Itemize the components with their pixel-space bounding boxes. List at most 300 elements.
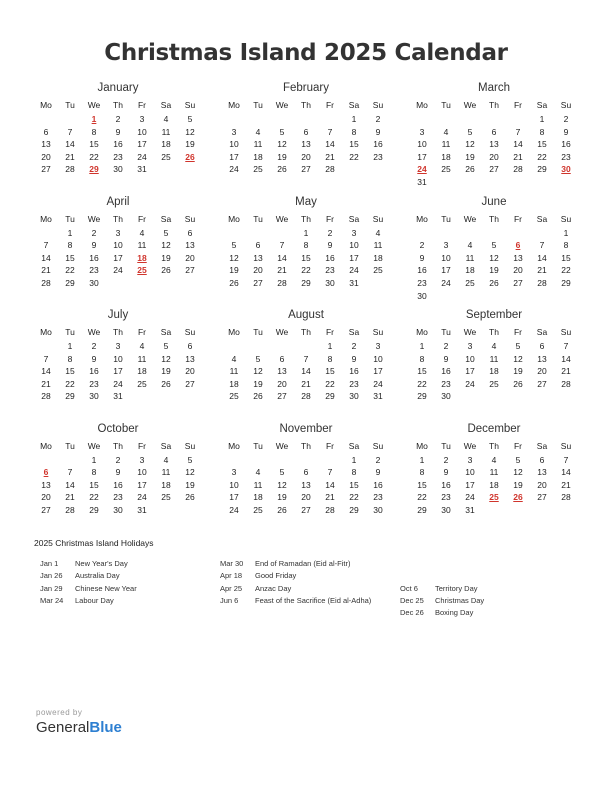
weekday-header: Mo — [40, 100, 52, 110]
holiday-day-cell: 6 — [43, 467, 49, 478]
weekday-header: Mo — [416, 100, 428, 110]
day-cell: 10 — [465, 353, 475, 364]
weekday-header: Su — [560, 440, 572, 451]
day-cell: 15 — [89, 479, 99, 490]
holiday-date: Apr 25 — [220, 583, 243, 593]
month-name: August — [288, 309, 324, 321]
day-cell: 6 — [539, 454, 545, 465]
holiday-date: Jan 29 — [40, 583, 63, 593]
day-cell: 21 — [561, 479, 571, 490]
weekday-header: Sa — [160, 213, 172, 224]
weekday-header: We — [275, 440, 289, 451]
day-cell: 19 — [465, 151, 475, 162]
holiday-day-cell: 6 — [515, 240, 521, 251]
holiday-name: Labour Day — [75, 595, 114, 605]
holiday-name: New Year's Day — [75, 559, 128, 568]
day-cell: 18 — [253, 151, 263, 162]
day-cell: 4 — [139, 227, 145, 238]
weekday-header: We — [87, 440, 101, 451]
day-cell: 23 — [441, 378, 451, 389]
weekday-header: Tu — [253, 213, 263, 224]
day-cell: 8 — [91, 467, 97, 478]
brand-name — [36, 719, 122, 736]
day-cell: 25 — [161, 151, 171, 162]
day-cell: 22 — [65, 378, 75, 389]
day-cell: 2 — [563, 114, 569, 124]
weekday-header: Th — [301, 213, 311, 224]
month-name: October — [97, 422, 139, 435]
day-cell: 27 — [253, 277, 263, 288]
day-cell: 2 — [375, 454, 381, 465]
day-cell: 5 — [279, 126, 285, 137]
day-cell: 20 — [277, 378, 287, 389]
day-cell: 14 — [41, 366, 51, 377]
weekday-header: Th — [489, 327, 499, 337]
day-cell: 24 — [373, 378, 383, 389]
day-cell: 16 — [561, 139, 571, 150]
page-title: Christmas Island 2025 Calendar — [104, 40, 508, 66]
weekday-header: Mo — [416, 440, 428, 451]
day-cell: 28 — [561, 378, 571, 389]
day-cell: 9 — [375, 467, 381, 478]
day-cell: 4 — [375, 227, 381, 238]
day-cell: 27 — [41, 164, 51, 175]
weekday-header: Fr — [513, 440, 523, 451]
day-cell: 18 — [137, 366, 147, 377]
day-cell: 19 — [185, 139, 195, 150]
day-cell: 4 — [443, 126, 449, 137]
day-cell: 16 — [89, 252, 99, 263]
day-cell: 14 — [325, 139, 335, 150]
day-cell: 9 — [327, 240, 333, 251]
day-cell: 29 — [561, 277, 571, 288]
day-cell: 10 — [417, 139, 427, 150]
day-cell: 19 — [277, 151, 287, 162]
day-cell: 8 — [327, 353, 333, 364]
holiday-date: Jan 1 — [40, 559, 59, 568]
day-cell: 7 — [539, 240, 545, 251]
weekday-header: Mo — [228, 440, 240, 451]
day-cell: 11 — [161, 126, 171, 137]
day-cell: 3 — [231, 126, 237, 137]
day-cell: 12 — [185, 467, 195, 478]
day-cell: 6 — [43, 126, 49, 137]
weekday-header: Th — [301, 440, 311, 451]
day-cell: 2 — [443, 341, 449, 351]
weekday-header: Fr — [325, 327, 335, 337]
weekday-header: Fr — [137, 440, 147, 451]
day-cell: 19 — [489, 265, 499, 276]
day-cell: 25 — [137, 378, 147, 389]
day-cell: 12 — [161, 353, 171, 364]
day-cell: 17 — [229, 151, 239, 162]
day-cell: 10 — [465, 467, 475, 478]
day-cell: 24 — [229, 504, 239, 515]
day-cell: 8 — [563, 240, 569, 251]
day-cell: 12 — [513, 467, 523, 478]
day-cell: 30 — [441, 391, 451, 402]
day-cell: 3 — [115, 341, 121, 351]
day-cell: 5 — [279, 467, 285, 478]
weekday-header: Tu — [441, 440, 451, 451]
weekday-header: We — [87, 213, 101, 224]
day-cell: 10 — [441, 252, 451, 263]
day-cell: 24 — [441, 277, 451, 288]
day-cell: 15 — [65, 252, 75, 263]
day-cell: 13 — [253, 252, 263, 263]
day-cell: 3 — [139, 454, 145, 465]
day-cell: 11 — [465, 252, 475, 263]
day-cell: 6 — [539, 341, 545, 351]
day-cell: 18 — [229, 378, 239, 389]
day-cell: 5 — [515, 454, 521, 465]
day-cell: 1 — [351, 454, 357, 465]
day-cell: 17 — [137, 479, 147, 490]
day-cell: 19 — [161, 366, 171, 377]
weekday-header: We — [275, 213, 289, 224]
month-name: June — [481, 195, 507, 208]
day-cell: 8 — [67, 353, 73, 364]
weekday-header: Su — [184, 440, 196, 451]
holiday-date: Apr 18 — [220, 571, 243, 581]
holiday-day-cell: 24 — [417, 164, 427, 175]
holiday-name: End of Ramadan (Eid al-Fitr) — [255, 559, 351, 568]
weekday-header: Mo — [416, 213, 428, 224]
day-cell: 26 — [161, 378, 171, 389]
month-name: January — [97, 82, 139, 94]
day-cell: 16 — [373, 139, 383, 150]
weekday-header: Mo — [416, 327, 428, 337]
day-cell: 25 — [489, 378, 499, 389]
day-cell: 23 — [349, 378, 359, 389]
day-cell: 31 — [137, 164, 147, 175]
day-cell: 8 — [67, 240, 73, 251]
weekday-header: Tu — [253, 327, 263, 337]
day-cell: 29 — [537, 164, 547, 175]
month-name: May — [295, 195, 317, 208]
weekday-header: Fr — [137, 213, 147, 224]
day-cell: 17 — [465, 366, 475, 377]
day-cell: 17 — [137, 139, 147, 150]
day-cell: 10 — [113, 240, 123, 251]
day-cell: 3 — [443, 240, 449, 251]
day-cell: 10 — [349, 240, 359, 251]
day-cell: 20 — [185, 252, 195, 263]
weekday-header: Mo — [228, 213, 240, 224]
day-cell: 2 — [419, 240, 425, 251]
holiday-name: Anzac Day — [255, 583, 292, 593]
holiday-day-cell: 18 — [137, 252, 147, 263]
day-cell: 27 — [185, 378, 195, 389]
day-cell: 28 — [325, 164, 335, 175]
weekday-header: Sa — [536, 100, 548, 110]
holiday-name: Chinese New Year — [75, 583, 137, 593]
month-name: November — [279, 422, 333, 435]
holiday-date: Jan 26 — [40, 571, 63, 581]
day-cell: 30 — [89, 277, 99, 288]
day-cell: 1 — [67, 341, 73, 351]
day-cell: 5 — [467, 126, 473, 137]
day-cell: 28 — [561, 492, 571, 503]
day-cell: 25 — [253, 504, 263, 515]
weekday-header: Sa — [160, 100, 172, 110]
holiday-name: Territory Day — [435, 583, 478, 593]
weekday-header: Fr — [137, 327, 147, 337]
day-cell: 6 — [491, 126, 497, 137]
day-cell: 29 — [89, 504, 99, 515]
day-cell: 15 — [537, 139, 547, 150]
day-cell: 28 — [65, 504, 75, 515]
day-cell: 22 — [417, 492, 427, 503]
day-cell: 2 — [443, 454, 449, 465]
weekday-header: Tu — [65, 440, 75, 451]
day-cell: 27 — [301, 504, 311, 515]
day-cell: 31 — [465, 504, 475, 515]
day-cell: 28 — [301, 391, 311, 402]
day-cell: 21 — [325, 492, 335, 503]
day-cell: 27 — [513, 277, 523, 288]
day-cell: 23 — [441, 492, 451, 503]
day-cell: 6 — [187, 227, 193, 238]
weekday-header: Sa — [536, 327, 548, 337]
weekday-header: Su — [372, 440, 384, 451]
day-cell: 18 — [161, 139, 171, 150]
day-cell: 7 — [327, 467, 333, 478]
day-cell: 18 — [489, 366, 499, 377]
day-cell: 10 — [229, 479, 239, 490]
day-cell: 16 — [373, 479, 383, 490]
day-cell: 4 — [491, 454, 497, 465]
month-name: July — [107, 309, 129, 321]
holiday-date: Dec 26 — [400, 608, 424, 618]
day-cell: 10 — [229, 139, 239, 150]
holiday-day-cell: 26 — [185, 151, 195, 162]
day-cell: 3 — [115, 227, 121, 238]
day-cell: 26 — [277, 164, 287, 175]
day-cell: 3 — [419, 126, 425, 137]
holiday-day-cell: 1 — [91, 114, 97, 124]
day-cell: 23 — [373, 492, 383, 503]
day-cell: 23 — [417, 277, 427, 288]
day-cell: 21 — [537, 265, 547, 276]
holiday-date: Dec 25 — [400, 595, 424, 605]
weekday-header: Su — [184, 100, 196, 110]
weekday-header: Fr — [325, 440, 335, 451]
day-cell: 8 — [539, 126, 545, 137]
weekday-header: Fr — [137, 100, 147, 110]
day-cell: 14 — [301, 366, 311, 377]
day-cell: 22 — [89, 492, 99, 503]
day-cell: 10 — [137, 467, 147, 478]
day-cell: 29 — [65, 391, 75, 402]
day-cell: 23 — [113, 492, 123, 503]
day-cell: 31 — [137, 504, 147, 515]
day-cell: 22 — [417, 378, 427, 389]
day-cell: 15 — [65, 366, 75, 377]
day-cell: 2 — [327, 227, 333, 238]
brand-name-blue: Blue — [89, 719, 122, 736]
day-cell: 2 — [375, 114, 381, 124]
day-cell: 20 — [253, 265, 263, 276]
day-cell: 9 — [419, 252, 425, 263]
weekday-header: Su — [372, 213, 384, 224]
day-cell: 11 — [253, 479, 263, 490]
day-cell: 11 — [229, 366, 239, 377]
day-cell: 7 — [279, 240, 285, 251]
weekday-header: Fr — [325, 213, 335, 224]
holiday-name: Boxing Day — [435, 608, 474, 618]
holiday-day-cell: 30 — [561, 164, 571, 175]
day-cell: 15 — [417, 479, 427, 490]
day-cell: 11 — [441, 139, 451, 150]
weekday-header: Fr — [513, 100, 523, 110]
day-cell: 22 — [89, 151, 99, 162]
day-cell: 17 — [373, 366, 383, 377]
day-cell: 15 — [301, 252, 311, 263]
day-cell: 22 — [325, 378, 335, 389]
day-cell: 5 — [163, 341, 169, 351]
weekday-header: Tu — [65, 327, 75, 337]
day-cell: 30 — [441, 504, 451, 515]
day-cell: 30 — [89, 391, 99, 402]
day-cell: 9 — [443, 467, 449, 478]
day-cell: 12 — [465, 139, 475, 150]
day-cell: 12 — [185, 126, 195, 137]
day-cell: 18 — [253, 492, 263, 503]
weekday-header: Su — [184, 213, 196, 224]
day-cell: 23 — [89, 265, 99, 276]
weekday-header: Th — [113, 440, 123, 451]
day-cell: 29 — [417, 504, 427, 515]
weekday-header: Tu — [441, 100, 451, 110]
day-cell: 31 — [113, 391, 123, 402]
day-cell: 1 — [419, 341, 425, 351]
weekday-header: Th — [489, 440, 499, 451]
day-cell: 3 — [351, 227, 357, 238]
day-cell: 27 — [489, 164, 499, 175]
day-cell: 22 — [537, 151, 547, 162]
day-cell: 30 — [113, 504, 123, 515]
day-cell: 20 — [41, 492, 51, 503]
day-cell: 25 — [229, 391, 239, 402]
holiday-name: Australia Day — [75, 571, 120, 581]
weekday-header: We — [275, 327, 289, 337]
day-cell: 7 — [563, 454, 569, 465]
day-cell: 4 — [255, 126, 261, 137]
day-cell: 7 — [563, 341, 569, 351]
day-cell: 23 — [373, 151, 383, 162]
day-cell: 8 — [303, 240, 309, 251]
day-cell: 19 — [161, 252, 171, 263]
day-cell: 13 — [185, 353, 195, 364]
weekday-header: Sa — [536, 213, 548, 224]
day-cell: 26 — [185, 492, 195, 503]
weekday-header: Sa — [348, 213, 360, 224]
day-cell: 1 — [419, 454, 425, 465]
weekday-header: Th — [489, 213, 499, 224]
powered-by-label: powered by — [36, 708, 83, 717]
day-cell: 4 — [491, 341, 497, 351]
weekday-header: Su — [184, 327, 196, 337]
day-cell: 5 — [231, 240, 237, 251]
day-cell: 20 — [301, 492, 311, 503]
month-name: December — [467, 422, 521, 435]
holiday-day-cell: 26 — [513, 492, 523, 503]
day-cell: 25 — [441, 164, 451, 175]
day-cell: 1 — [91, 454, 97, 465]
weekday-header: Mo — [40, 213, 52, 224]
day-cell: 16 — [113, 139, 123, 150]
day-cell: 5 — [491, 240, 497, 251]
day-cell: 4 — [139, 341, 145, 351]
day-cell: 21 — [277, 265, 287, 276]
month-name: September — [465, 309, 523, 321]
day-cell: 5 — [515, 341, 521, 351]
day-cell: 27 — [185, 265, 195, 276]
day-cell: 16 — [89, 366, 99, 377]
day-cell: 15 — [89, 139, 99, 150]
day-cell: 20 — [301, 151, 311, 162]
day-cell: 1 — [351, 114, 357, 124]
day-cell: 19 — [277, 492, 287, 503]
day-cell: 4 — [231, 353, 237, 364]
day-cell: 31 — [373, 391, 383, 402]
day-cell: 11 — [373, 240, 383, 251]
weekday-header: Th — [113, 327, 123, 337]
day-cell: 29 — [301, 277, 311, 288]
day-cell: 15 — [349, 139, 359, 150]
day-cell: 28 — [537, 277, 547, 288]
brand-name-general: General — [36, 719, 90, 736]
day-cell: 25 — [161, 492, 171, 503]
day-cell: 9 — [91, 353, 97, 364]
weekday-header: Fr — [513, 213, 523, 224]
day-cell: 14 — [537, 252, 547, 263]
weekday-header: Th — [301, 100, 311, 110]
weekday-header: We — [463, 327, 477, 337]
day-cell: 2 — [91, 341, 97, 351]
day-cell: 27 — [41, 504, 51, 515]
day-cell: 15 — [325, 366, 335, 377]
day-cell: 15 — [561, 252, 571, 263]
month-name: March — [478, 82, 510, 94]
day-cell: 7 — [67, 126, 73, 137]
day-cell: 27 — [537, 378, 547, 389]
day-cell: 24 — [229, 164, 239, 175]
day-cell: 29 — [417, 391, 427, 402]
day-cell: 12 — [277, 479, 287, 490]
day-cell: 20 — [185, 366, 195, 377]
day-cell: 11 — [137, 240, 147, 251]
day-cell: 25 — [465, 277, 475, 288]
day-cell: 26 — [161, 265, 171, 276]
weekday-header: Sa — [348, 440, 360, 451]
day-cell: 21 — [65, 492, 75, 503]
day-cell: 5 — [255, 353, 261, 364]
day-cell: 18 — [161, 479, 171, 490]
day-cell: 14 — [65, 139, 75, 150]
day-cell: 13 — [537, 467, 547, 478]
day-cell: 22 — [349, 151, 359, 162]
day-cell: 17 — [417, 151, 427, 162]
day-cell: 7 — [43, 240, 49, 251]
day-cell: 25 — [253, 164, 263, 175]
day-cell: 28 — [41, 391, 51, 402]
day-cell: 28 — [277, 277, 287, 288]
holiday-day-cell: 25 — [137, 265, 147, 276]
day-cell: 21 — [301, 378, 311, 389]
day-cell: 7 — [515, 126, 521, 137]
